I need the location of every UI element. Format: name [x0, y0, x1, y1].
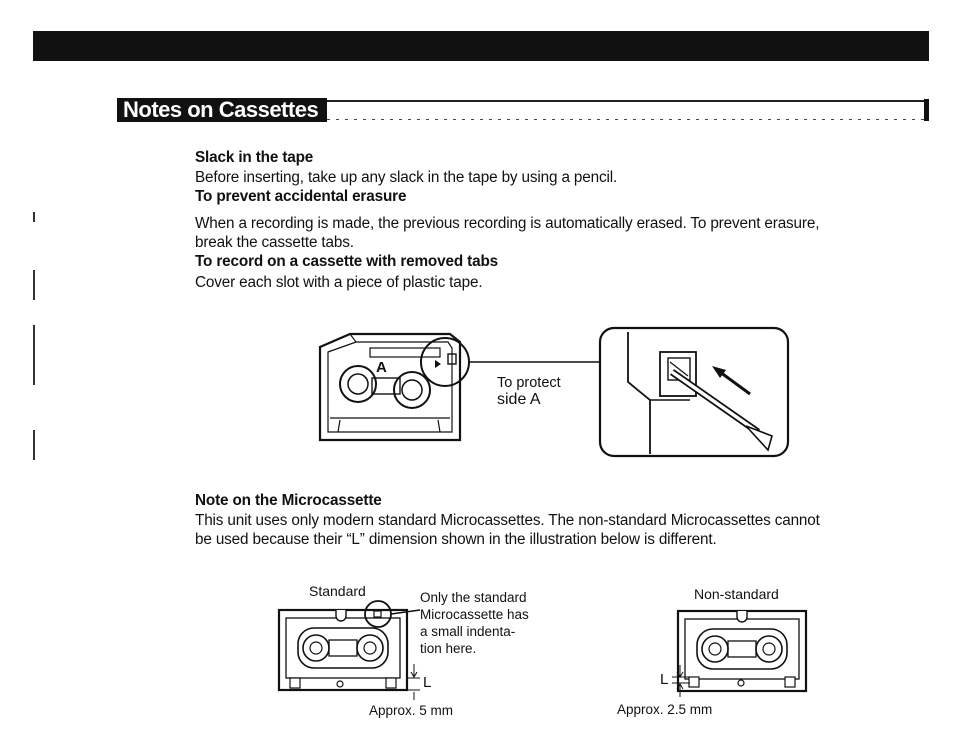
nonstandard-dimension: Approx. 2.5 mm — [617, 702, 713, 717]
cassette-tab-figure — [310, 322, 800, 462]
margin-mark — [33, 212, 35, 222]
top-banner — [33, 31, 929, 61]
note-body-2: be used because their “L” dimension shown in the illustration below is different. — [195, 531, 717, 548]
note-body-1: This unit uses only modern standard Microcassettes. The non-standard Microcassettes cannot — [195, 512, 820, 529]
section-heading — [117, 95, 929, 127]
standard-microcassette — [276, 600, 426, 696]
para-body-slack: Before inserting, take up any slack in the tape by using a pencil. — [195, 169, 618, 186]
margin-mark — [33, 270, 35, 300]
standard-label: Standard — [309, 583, 366, 599]
para-body-erasure-2: break the cassette tabs. — [195, 234, 354, 251]
nonstandard-label: Non-standard — [694, 586, 779, 602]
nonstandard-dimension-letter: L — [660, 671, 669, 688]
side-mark-a: A — [376, 359, 387, 376]
indent-note-1: Only the standard — [420, 590, 527, 605]
indent-note-3: a small indenta- — [420, 624, 516, 639]
indent-note-2: Microcassette has — [420, 607, 529, 622]
margin-mark — [33, 430, 35, 460]
para-heading-removed-tabs: To record on a cassette with removed tabs — [195, 253, 498, 270]
nonstandard-microcassette — [660, 603, 810, 699]
para-heading-slack: Slack in the tape — [195, 149, 314, 166]
indent-note-4: tion here. — [420, 641, 477, 656]
callout-line-2: side A — [497, 391, 541, 408]
callout-line-1: To protect — [497, 375, 561, 391]
para-body-erasure-1: When a recording is made, the previous recording is automatically erased. To prevent erasure, — [195, 215, 820, 232]
heading-rule-end — [924, 99, 929, 121]
standard-dimension-letter: L — [423, 674, 432, 691]
note-heading: Note on the Microcassette — [195, 492, 382, 509]
para-heading-erasure: To prevent accidental erasure — [195, 188, 407, 205]
para-body-removed-tabs: Cover each slot with a piece of plastic tape. — [195, 274, 483, 291]
standard-dimension: Approx. 5 mm — [369, 703, 454, 718]
margin-mark — [33, 325, 35, 385]
heading-rule — [327, 100, 929, 102]
section-title: Notes on Cassettes — [123, 97, 319, 122]
heading-rule-dotted — [327, 119, 929, 120]
